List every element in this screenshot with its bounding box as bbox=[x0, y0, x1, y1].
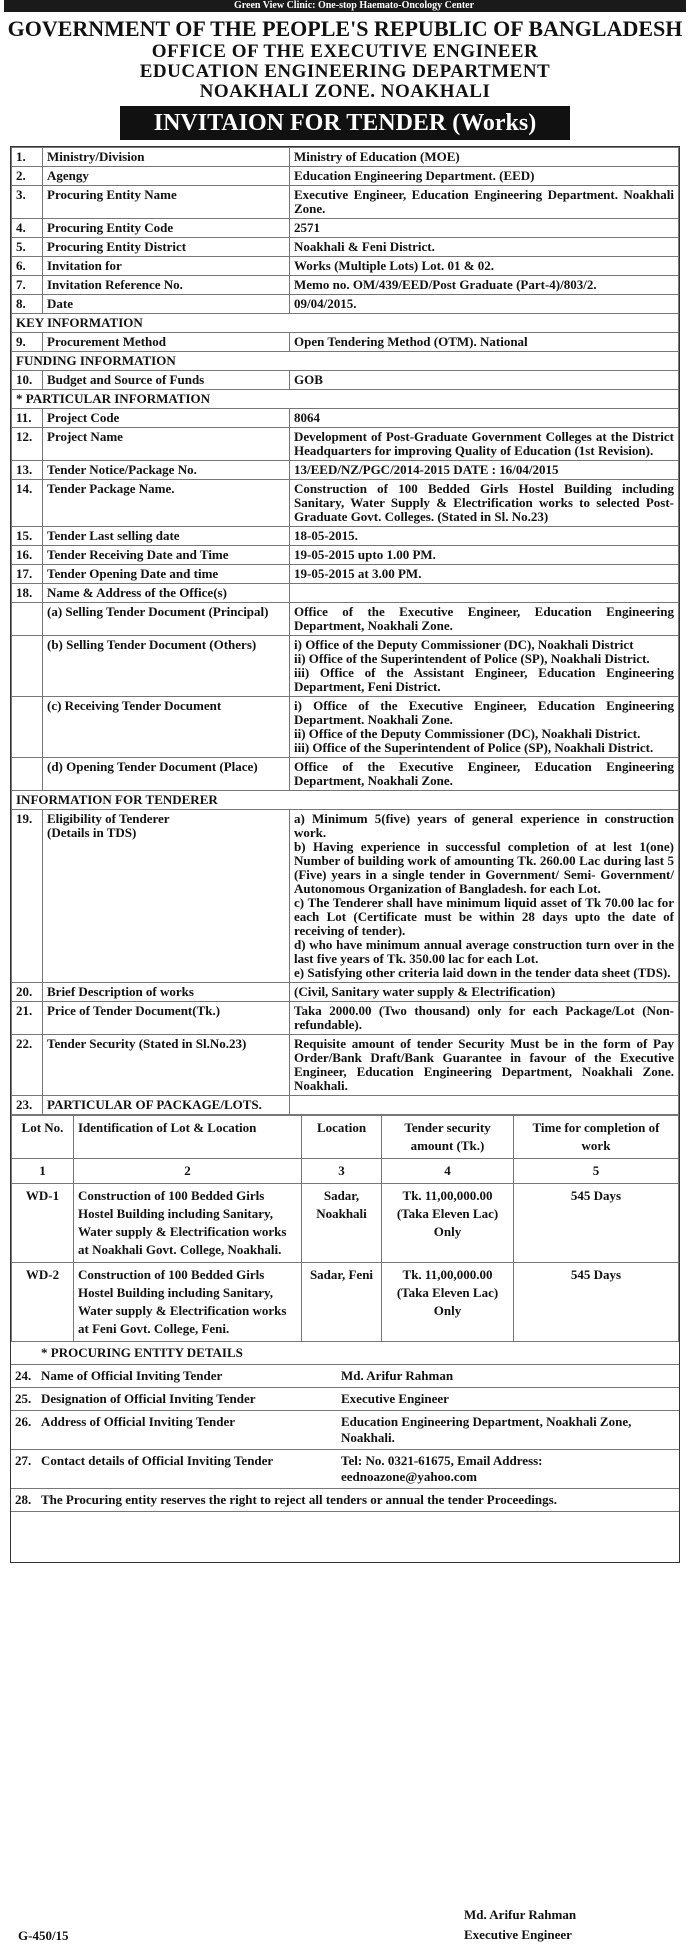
row-label: Procuring Entity District bbox=[43, 238, 290, 257]
row-number: 4. bbox=[12, 219, 43, 238]
row-label: (d) Opening Tender Document (Place) bbox=[43, 758, 290, 791]
office-title: OFFICE OF THE EXECUTIVE ENGINEER bbox=[151, 41, 539, 62]
pe-row-value: Md. Arifur Rahman bbox=[337, 1365, 679, 1388]
row-label: Agengy bbox=[43, 167, 290, 186]
row-number: 8. bbox=[12, 295, 43, 314]
row-number: 10. bbox=[12, 371, 43, 390]
row-value bbox=[290, 1096, 679, 1115]
pe-row-value: Education Engineering Department, Noakhali Zone, Noakhali. bbox=[337, 1411, 679, 1450]
info-row bbox=[12, 148, 679, 167]
row-value: Noakhali & Feni District. bbox=[290, 238, 679, 257]
row-value: 09/04/2015. bbox=[290, 295, 679, 314]
info-row bbox=[12, 603, 679, 636]
section-heading: FUNDING INFORMATION bbox=[12, 352, 679, 371]
info-row bbox=[12, 527, 679, 546]
pe-row-label: Name of Official Inviting Tender bbox=[37, 1365, 337, 1388]
row-label: Brief Description of works bbox=[43, 983, 290, 1002]
row-number: 9. bbox=[12, 333, 43, 352]
pe-row-label: Contact details of Official Inviting Tender bbox=[37, 1450, 337, 1489]
lot-row bbox=[12, 1263, 679, 1342]
tender-frame bbox=[10, 146, 680, 1563]
row-value: Open Tendering Method (OTM). National bbox=[290, 333, 679, 352]
row-label: Price of Tender Document(Tk.) bbox=[43, 1002, 290, 1035]
lot-id: WD-2 bbox=[12, 1263, 74, 1342]
row-label: Invitation Reference No. bbox=[43, 276, 290, 295]
gov-title: GOVERNMENT OF THE PEOPLE'S REPUBLIC OF BANGLADESH bbox=[7, 16, 683, 41]
row-number: 23. bbox=[12, 1096, 43, 1115]
lots-table bbox=[11, 1115, 679, 1342]
signatory-title: Executive Engineer bbox=[464, 1927, 572, 1942]
row-number: 7. bbox=[12, 276, 43, 295]
lots-colnum: 3 bbox=[302, 1159, 382, 1184]
row-number: 19. bbox=[12, 810, 43, 983]
row-number: 5. bbox=[12, 238, 43, 257]
row-value: i) Office of the Executive Engineer, Education Engineering Department. Noakhali Zone. ii) Office of the Deputy Commissioner (DC), Noakhali District. iii) Office of the Superintendent of Police (SP), Noakhali District. bbox=[290, 697, 679, 758]
info-row bbox=[12, 1035, 679, 1096]
lots-header: Location bbox=[302, 1116, 382, 1159]
row-value: 19-05-2015 at 3.00 PM. bbox=[290, 565, 679, 584]
info-row bbox=[12, 584, 679, 603]
info-row bbox=[12, 546, 679, 565]
lots-header: Lot No. bbox=[12, 1116, 74, 1159]
section-heading: KEY INFORMATION bbox=[12, 314, 679, 333]
section-heading-row bbox=[12, 314, 679, 333]
info-row bbox=[12, 565, 679, 584]
notice-code: G-450/15 bbox=[18, 1928, 69, 1943]
lots-colnum: 2 bbox=[74, 1159, 302, 1184]
lot-security: Tk. 11,00,000.00 (Taka Eleven Lac) Only bbox=[382, 1263, 514, 1342]
row-value: Office of the Executive Engineer, Education Engineering Department, Noakhali Zone. bbox=[290, 758, 679, 791]
lots-colnum: 1 bbox=[12, 1159, 74, 1184]
row-label: Tender Notice/Package No. bbox=[43, 461, 290, 480]
row-label: (a) Selling Tender Document (Principal) bbox=[43, 603, 290, 636]
row-number: 17. bbox=[12, 565, 43, 584]
info-row bbox=[12, 219, 679, 238]
lot-location: Sadar, Noakhali bbox=[302, 1184, 382, 1263]
section-heading: INFORMATION FOR TENDERER bbox=[12, 791, 679, 810]
reservation-clause: The Procuring entity reserves the right to reject all tenders or annual the tender Proceedings. bbox=[37, 1489, 679, 1512]
row-number: 3. bbox=[12, 186, 43, 219]
pe-row bbox=[11, 1388, 679, 1411]
lot-identification: Construction of 100 Bedded Girls Hostel Building including Sanitary, Water supply & Electrification works at Noakhali Govt. College, Noakhali. bbox=[74, 1184, 302, 1263]
lot-identification: Construction of 100 Bedded Girls Hostel Building including Sanitary, Water supply & Electrification works at Feni Govt. College, Feni. bbox=[74, 1263, 302, 1342]
row-label: Project Code bbox=[43, 409, 290, 428]
pe-row-number: 24. bbox=[11, 1365, 37, 1388]
pe-row-28 bbox=[11, 1489, 679, 1512]
row-value: 18-05-2015. bbox=[290, 527, 679, 546]
pe-row bbox=[11, 1365, 679, 1388]
info-row bbox=[12, 371, 679, 390]
department-title: EDUCATION ENGINEERING DEPARTMENT bbox=[139, 61, 551, 82]
info-row bbox=[12, 186, 679, 219]
row-number: 6. bbox=[12, 257, 43, 276]
row-number: 13. bbox=[12, 461, 43, 480]
section-heading-row bbox=[12, 352, 679, 371]
pe-row-label: Address of Official Inviting Tender bbox=[37, 1411, 337, 1450]
row-number: 18. bbox=[12, 584, 43, 603]
pe-row-label: Designation of Official Inviting Tender bbox=[37, 1388, 337, 1411]
lot-time: 545 Days bbox=[514, 1263, 679, 1342]
info-row bbox=[12, 295, 679, 314]
row-value bbox=[290, 584, 679, 603]
signatory-name: Md. Arifur Rahman bbox=[464, 1907, 577, 1922]
row-label: Project Name bbox=[43, 428, 290, 461]
row-number: 1. bbox=[12, 148, 43, 167]
info-row bbox=[12, 1096, 679, 1115]
row-value: 8064 bbox=[290, 409, 679, 428]
pe-row-number: 26. bbox=[11, 1411, 37, 1450]
info-row bbox=[12, 167, 679, 186]
pe-row-number: 28. bbox=[11, 1489, 37, 1512]
lot-security: Tk. 11,00,000.00 (Taka Eleven Lac) Only bbox=[382, 1184, 514, 1263]
lot-row bbox=[12, 1184, 679, 1263]
row-number: 2. bbox=[12, 167, 43, 186]
row-label: Tender Opening Date and time bbox=[43, 565, 290, 584]
row-label: Tender Security (Stated in Sl.No.23) bbox=[43, 1035, 290, 1096]
row-number bbox=[12, 636, 43, 697]
lots-header: Time for completion of work bbox=[514, 1116, 679, 1159]
tender-notice bbox=[4, 0, 686, 1959]
lots-header-row bbox=[12, 1116, 679, 1159]
info-row bbox=[12, 697, 679, 758]
info-row bbox=[12, 758, 679, 791]
section-heading: * PARTICULAR INFORMATION bbox=[12, 390, 679, 409]
row-number: 21. bbox=[12, 1002, 43, 1035]
section-heading-row bbox=[12, 390, 679, 409]
row-label: Tender Receiving Date and Time bbox=[43, 546, 290, 565]
info-row bbox=[12, 333, 679, 352]
row-label: Procuring Entity Code bbox=[43, 219, 290, 238]
row-label: Date bbox=[43, 295, 290, 314]
pe-row-value: Executive Engineer bbox=[337, 1388, 679, 1411]
info-row bbox=[12, 636, 679, 697]
row-number: 11. bbox=[12, 409, 43, 428]
row-label: PARTICULAR OF PACKAGE/LOTS. bbox=[43, 1096, 290, 1115]
tender-banner: INVITAION FOR TENDER (Works) bbox=[120, 106, 570, 140]
row-label: Budget and Source of Funds bbox=[43, 371, 290, 390]
info-row bbox=[12, 238, 679, 257]
row-value: GOB bbox=[290, 371, 679, 390]
row-value: (Civil, Sanitary water supply & Electrification) bbox=[290, 983, 679, 1002]
pe-row-number: 27. bbox=[11, 1450, 37, 1489]
procuring-entity-table bbox=[11, 1342, 679, 1512]
row-value: 2571 bbox=[290, 219, 679, 238]
row-number bbox=[12, 603, 43, 636]
lots-colnum: 5 bbox=[514, 1159, 679, 1184]
row-value: i) Office of the Deputy Commissioner (DC), Noakhali District ii) Office of the Superintendent of Police (SP), Noakhali District. iii) Office of the Assistant Engineer, Education Engineering Department, Feni District. bbox=[290, 636, 679, 697]
row-label: Invitation for bbox=[43, 257, 290, 276]
info-row bbox=[12, 276, 679, 295]
lots-colnum: 4 bbox=[382, 1159, 514, 1184]
lot-location: Sadar, Feni bbox=[302, 1263, 382, 1342]
row-label: (c) Receiving Tender Document bbox=[43, 697, 290, 758]
info-row bbox=[12, 480, 679, 527]
row-number: 22. bbox=[12, 1035, 43, 1096]
info-row bbox=[12, 428, 679, 461]
row-label: Eligibility of Tenderer (Details in TDS) bbox=[43, 810, 290, 983]
pe-section-heading: * PROCURING ENTITY DETAILS bbox=[11, 1342, 679, 1365]
pe-row-value: Tel: No. 0321-61675, Email Address: eednoazone@yahoo.com bbox=[337, 1450, 679, 1489]
row-value: Office of the Executive Engineer, Education Engineering Department, Noakhali Zone. bbox=[290, 603, 679, 636]
row-label: Tender Last selling date bbox=[43, 527, 290, 546]
row-value: a) Minimum 5(five) years of general experience in construction work. b) Having experience in successful completion of at lest 1(one) Number of building work of amounting Tk. 260.00 Lac during last 5 (Five) years in a single tender in Government/ Semi- Government/ Autonomous Organization of Bangladesh. for each Lot. c) The Tenderer shall have minimum liquid asset of Tk 70.00 lac for each Lot (Certificate must be within 28 days upto the date of receiving of tender). d) who have minimum annual average construction turn over in the last five years of Tk. 350.00 lac for each Lot. e) Satisfying other criteria laid down in the tender data sheet (TDS). bbox=[290, 810, 679, 983]
row-value: Requisite amount of tender Security Must be in the form of Pay Order/Bank Draft/Bank Guarantee in favour of the Executive Engineer, Education Engineering Department, Noakhali Zone. Noakhali. bbox=[290, 1035, 679, 1096]
row-number: 14. bbox=[12, 480, 43, 527]
pe-row bbox=[11, 1450, 679, 1489]
section-heading-row bbox=[12, 791, 679, 810]
row-label: (b) Selling Tender Document (Others) bbox=[43, 636, 290, 697]
row-value: Executive Engineer, Education Engineering Department. Noakhali Zone. bbox=[290, 186, 679, 219]
row-value: Education Engineering Department. (EED) bbox=[290, 167, 679, 186]
info-row bbox=[12, 257, 679, 276]
row-number: 15. bbox=[12, 527, 43, 546]
row-value: Construction of 100 Bedded Girls Hostel Building including Sanitary, Water Supply & Electrification works to selected Post-Graduate Govt. Colleges. (Stated in Sl. No.23) bbox=[290, 480, 679, 527]
row-value: 13/EED/NZ/PGC/2014-2015 DATE : 16/04/2015 bbox=[290, 461, 679, 480]
row-label: Procuring Entity Name bbox=[43, 186, 290, 219]
info-row bbox=[12, 983, 679, 1002]
lots-header: Tender security amount (Tk.) bbox=[382, 1116, 514, 1159]
row-number bbox=[12, 697, 43, 758]
info-row bbox=[12, 409, 679, 428]
row-label: Tender Package Name. bbox=[43, 480, 290, 527]
info-row bbox=[12, 1002, 679, 1035]
pe-row bbox=[11, 1411, 679, 1450]
row-number: 12. bbox=[12, 428, 43, 461]
row-value: 19-05-2015 upto 1.00 PM. bbox=[290, 546, 679, 565]
row-number: 20. bbox=[12, 983, 43, 1002]
info-row bbox=[12, 461, 679, 480]
lots-header: Identification of Lot & Location bbox=[74, 1116, 302, 1159]
top-strip-ad: Green View Clinic: One-stop Haemato-Oncology Center bbox=[4, 0, 686, 12]
row-label: Name & Address of the Office(s) bbox=[43, 584, 290, 603]
row-value: Works (Multiple Lots) Lot. 01 & 02. bbox=[290, 257, 679, 276]
lots-colnum-row bbox=[12, 1159, 679, 1184]
lot-id: WD-1 bbox=[12, 1184, 74, 1263]
info-row bbox=[12, 810, 679, 983]
lot-time: 545 Days bbox=[514, 1184, 679, 1263]
row-label: Ministry/Division bbox=[43, 148, 290, 167]
row-value: Development of Post-Graduate Government Colleges at the District Headquarters for improving Quality of Education (1st Revision). bbox=[290, 428, 679, 461]
row-number bbox=[12, 758, 43, 791]
info-table bbox=[11, 147, 679, 1115]
row-value: Ministry of Education (MOE) bbox=[290, 148, 679, 167]
row-label: Procurement Method bbox=[43, 333, 290, 352]
row-number: 16. bbox=[12, 546, 43, 565]
row-value: Memo no. OM/439/EED/Post Graduate (Part-4)/803/2. bbox=[290, 276, 679, 295]
row-value: Taka 2000.00 (Two thousand) only for each Package/Lot (Non-refundable). bbox=[290, 1002, 679, 1035]
signature-block bbox=[464, 1905, 576, 1945]
zone-title: NOAKHALI ZONE. NOAKHALI bbox=[199, 81, 491, 102]
pe-row-number: 25. bbox=[11, 1388, 37, 1411]
